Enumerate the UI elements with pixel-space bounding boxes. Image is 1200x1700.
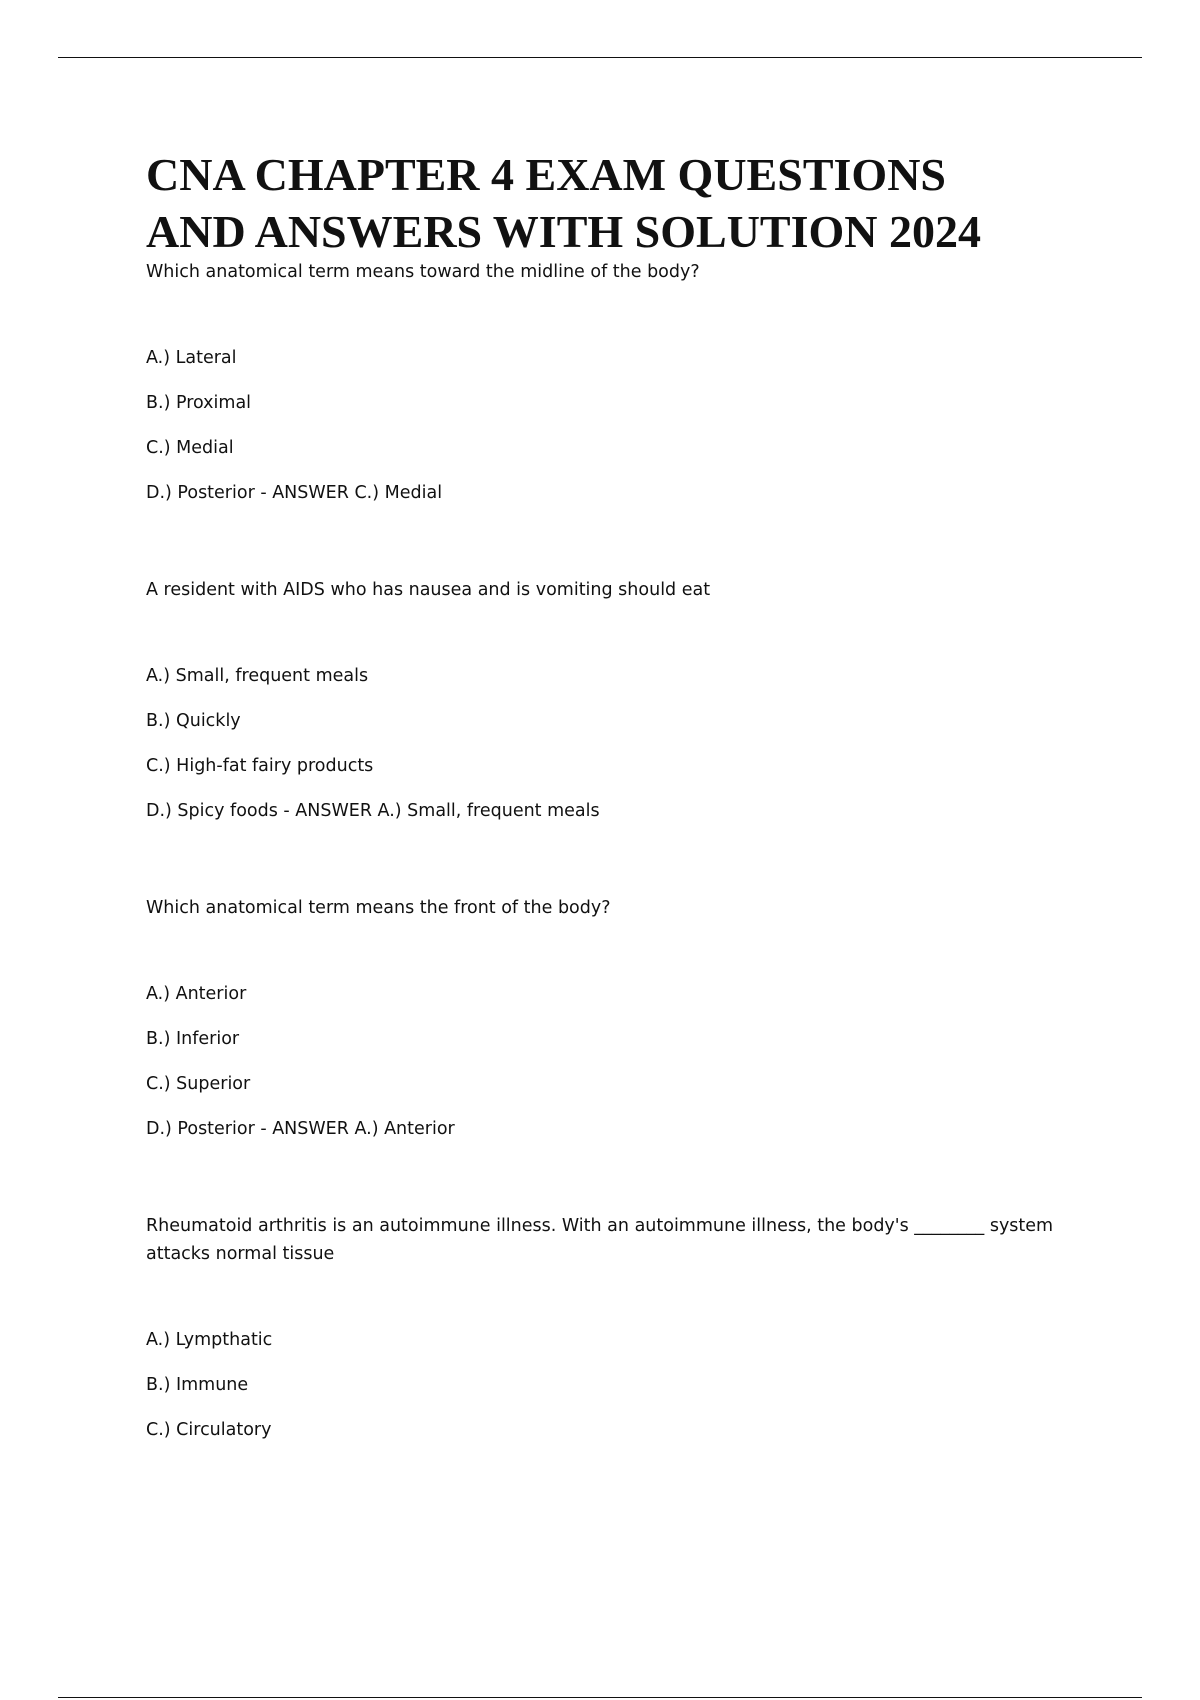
answer-option: C.) Medial (146, 438, 234, 458)
answer-option: D.) Posterior - ANSWER A.) Anterior (146, 1119, 455, 1139)
answer-option: A.) Lympthatic (146, 1330, 273, 1350)
question-block (146, 258, 1096, 524)
answer-option: D.) Spicy foods - ANSWER A.) Small, frequent meals (146, 801, 600, 821)
question-text: A resident with AIDS who has nausea and is vomiting should eat (146, 580, 711, 600)
document-title (146, 146, 1096, 260)
answer-option: B.) Proximal (146, 393, 252, 413)
answer-option: A.) Lateral (146, 348, 237, 368)
bottom-rule (58, 1697, 1142, 1698)
answer-option: D.) Posterior - ANSWER C.) Medial (146, 483, 443, 503)
answer-option: A.) Anterior (146, 984, 247, 1004)
title-line-1: CNA CHAPTER 4 EXAM QUESTIONS (146, 149, 946, 200)
answer-option: B.) Immune (146, 1375, 249, 1395)
answer-option: B.) Quickly (146, 711, 241, 731)
top-rule (58, 57, 1142, 58)
document-page (146, 146, 1096, 1461)
question-block (146, 1212, 1096, 1461)
title-line-2: AND ANSWERS WITH SOLUTION 2024 (146, 206, 982, 257)
answer-option: C.) Superior (146, 1074, 251, 1094)
question-text: Which anatomical term means the front of the body? (146, 898, 611, 918)
answer-option: B.) Inferior (146, 1029, 240, 1049)
question-text: Rheumatoid arthritis is an autoimmune illness. With an autoimmune illness, the body's ________ system attacks normal tissue (146, 1216, 1054, 1264)
answer-option: C.) Circulatory (146, 1420, 272, 1440)
question-block (146, 576, 1096, 842)
answer-option: A.) Small, frequent meals (146, 666, 369, 686)
answer-option: C.) High-fat fairy products (146, 756, 374, 776)
question-text: Which anatomical term means toward the midline of the body? (146, 262, 700, 282)
question-block (146, 894, 1096, 1160)
